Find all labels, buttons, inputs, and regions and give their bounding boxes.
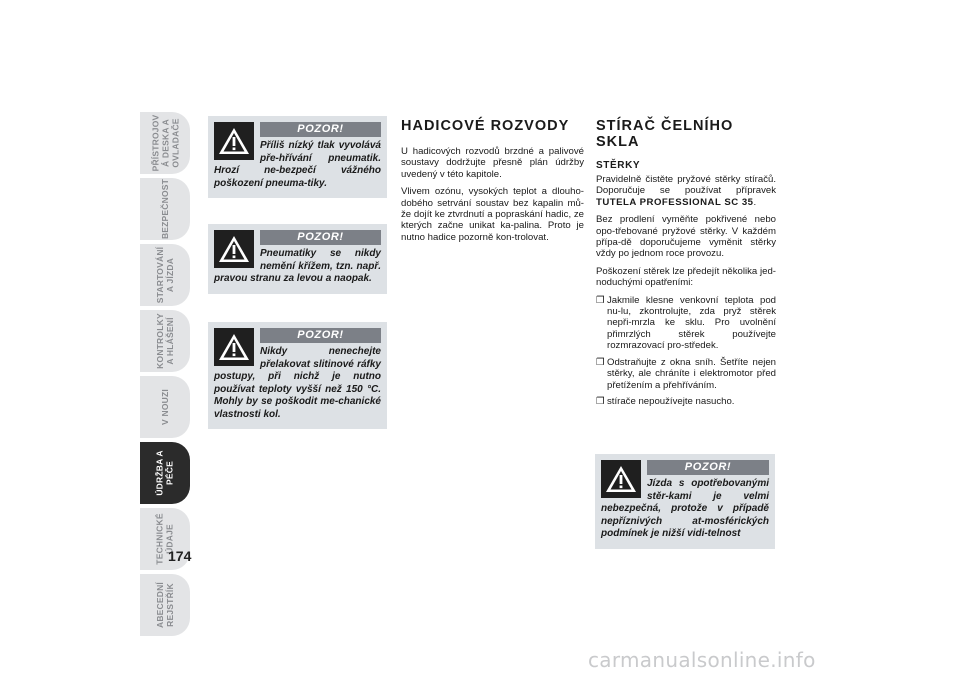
checkbox-bullet-icon: ❒ — [596, 294, 605, 306]
list-item-text: Odstraňujte z okna sníh. Šetříte nejen stěrky, ale chráníte i elektromotor před přetížením a přehříváním. — [607, 356, 776, 391]
list-item — [596, 357, 776, 391]
tab-label: ÚDRŽBA A PÉČE — [154, 450, 175, 496]
tab-label: STARTOVÁNÍ A JÍZDA — [155, 246, 175, 304]
section-hoses — [401, 118, 584, 249]
section-wiper — [596, 118, 776, 412]
list-item-text: stírače nepoužívejte nasucho. — [607, 395, 735, 407]
paragraph — [596, 174, 776, 208]
warning-box — [208, 322, 387, 429]
tab-kontrolky[interactable] — [140, 310, 190, 372]
warning-header: POZOR! — [260, 230, 381, 245]
paragraph-text: Pravidelně čistěte pryžové stěrky stíračů. Doporučuje se používat přípravek — [596, 174, 776, 197]
warning-text: Nikdy nenechejte přelakovat slitinové ráfky postupy, při nichž je nutno používat teploty vyšší než 150 °C. Mohly by se poškodit me-chanické vlastnosti kol. — [214, 346, 381, 420]
warning-header: POZOR! — [260, 122, 381, 137]
page-number: 174 — [168, 548, 192, 564]
tab-abecedni-rejstrik[interactable] — [140, 574, 190, 636]
tab-label: PŘÍSTROJOV Á DESKA A OVLADAČE — [150, 114, 181, 172]
tab-udrzba-active[interactable] — [140, 442, 190, 504]
paragraph: Poškození stěrek lze předejít několika jed-noduchými opatřeními: — [596, 265, 776, 289]
warning-triangle-icon — [214, 230, 254, 268]
warning-box — [208, 224, 387, 294]
section-title — [596, 118, 776, 150]
section-title: HADICOVÉ ROZVODY — [401, 118, 570, 134]
warning-text: Jízda s opotřebovanými stěr-kami je velmi nebezpečná, protože v případě nepříznivých at-mosférických podmínek je nižší vidi-telnost — [601, 478, 769, 539]
list-item-text: Jakmile klesne venkovní teplota pod nu-lu, zkontrolujte, zda pryž stěrek nepři-mrzla ke sklu. Pro uvolnění přimrzlých stěrek používejte rozmrazovací pro-středek. — [607, 294, 776, 352]
product-name: TUTELA PROFESSIONAL SC 35 — [596, 196, 754, 208]
paragraph-end: . — [753, 196, 757, 208]
subsection-title: STĚRKY — [596, 160, 641, 171]
watermark: carmanualsonline.info — [588, 648, 816, 672]
tab-label: V NOUZI — [160, 389, 170, 425]
warning-triangle-icon — [214, 328, 254, 366]
warning-triangle-icon — [601, 460, 641, 498]
warning-header: POZOR! — [647, 460, 769, 475]
warning-header: POZOR! — [260, 328, 381, 343]
list-item — [596, 396, 776, 407]
tab-bezpecnost[interactable] — [140, 178, 190, 240]
tab-label: KONTROLKY A HLÁŠENÍ — [155, 313, 176, 369]
checkbox-bullet-icon: ❒ — [596, 356, 605, 368]
bullet-list — [596, 295, 776, 408]
tab-v-nouzi[interactable] — [140, 376, 190, 438]
checkbox-bullet-icon: ❒ — [596, 395, 605, 407]
list-item — [596, 295, 776, 352]
tab-pristrojova-deska[interactable] — [140, 112, 190, 174]
tab-label: BEZPEČNOST — [160, 178, 170, 240]
section-title-line: STÍRAČ ČELNÍHO — [596, 118, 734, 134]
warning-text: Pneumatiky se nikdy nemění křížem, tzn. např. pravou stranu za levou a naopak. — [214, 248, 381, 284]
warning-box — [595, 454, 775, 549]
paragraph: Bez prodlení vyměňte pokřivené nebo opo-třebované pryžové stěrky. V každém přípa-dě doporučujeme vyměnit stěrky vždy po jednom roce provozu. — [596, 214, 776, 260]
paragraph: Vlivem ozónu, vysokých teplot a dlouho-dobého setrvání soustav bez kapalin mů-že dojít ke ztvrdnutí a popraskání hadic, ze kterých začne unikat ka-palina. Proto je nutno hadice pozorně kon-trolovat. — [401, 186, 584, 243]
warning-text: Příliš nízký tlak vyvolává pře-hřívání pneumatik. Hrozí ne-bezpečí vážného poškození pneuma-tiky. — [214, 140, 381, 189]
tab-label: ABECEDNÍ REJSTŘÍK — [155, 582, 175, 628]
section-title-line: SKLA — [596, 134, 640, 150]
warning-box — [208, 116, 387, 198]
tab-label: TECHNICKÉ ÚDAJE — [155, 513, 176, 565]
paragraph: U hadicových rozvodů brzdné a palivové soustavy dodržujte přesně plán údržby uvedený v této kapitole. — [401, 146, 584, 180]
warning-triangle-icon — [214, 122, 254, 160]
tab-startovani[interactable] — [140, 244, 190, 306]
